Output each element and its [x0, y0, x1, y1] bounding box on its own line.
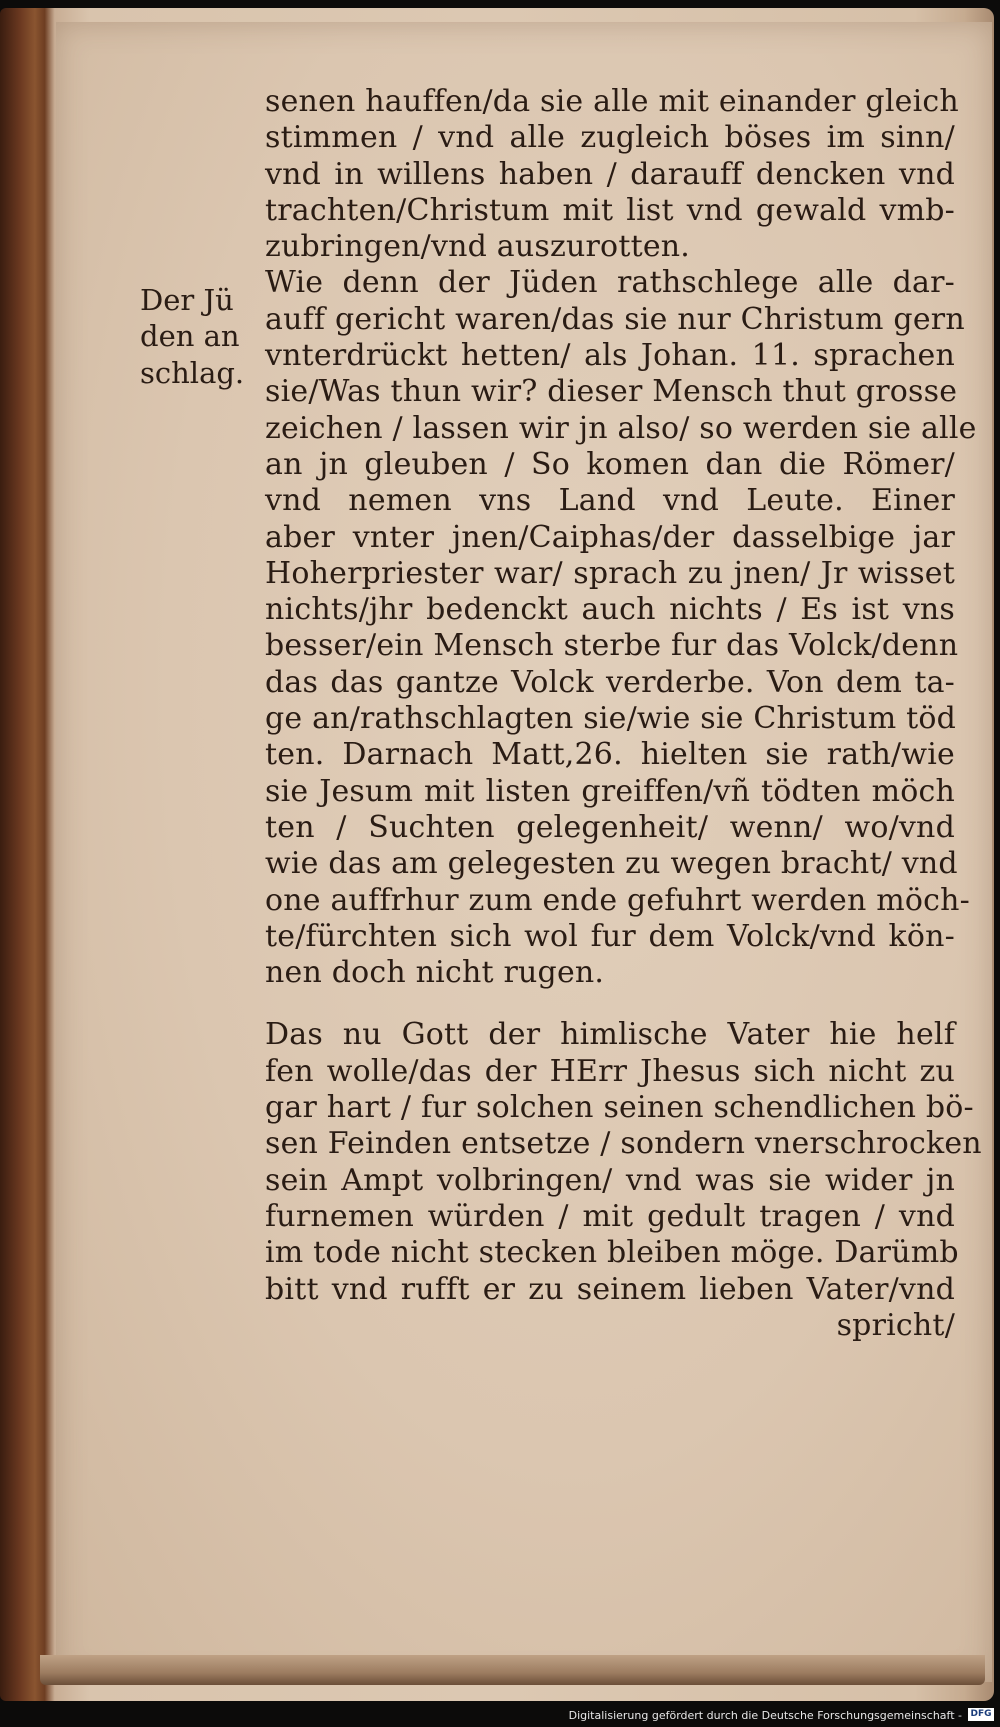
text-line: stimmen / vnd alle zugleich böses im sinn/: [265, 120, 955, 156]
text-line: sein Ampt volbringen/ vnd was sie wider jn: [265, 1162, 955, 1198]
text-line: auff gericht waren/das sie nur Christum gern: [265, 301, 965, 337]
text-line: gar hart / fur solchen seinen schendlichen bö-: [265, 1090, 974, 1126]
text-line: Wie denn der Jüden rathschlege alle dar-: [265, 265, 955, 301]
text-line: ten. Darnach Matt,26. hielten sie rath/wie: [265, 737, 955, 773]
page-edge: [40, 1655, 985, 1685]
margin-note-line: Der Jü: [140, 283, 234, 317]
text-line: Hoherpriester war/ sprach zu jnen/ Jr wisset: [265, 555, 955, 591]
funding-credit: Digitalisierung gefördert durch die Deutsche Forschungsgemeinschaft -: [568, 1709, 962, 1722]
text-line: vnterdrückt hetten/ als Johan. 11. sprachen: [265, 338, 955, 374]
text-line: ten / Suchten gelegenheit/ wenn/ wo/vnd: [265, 809, 955, 845]
text-line: besser/ein Mensch sterbe fur das Volck/denn: [265, 628, 959, 664]
body-text: [265, 84, 982, 1344]
text-line: furnemen würden / mit gedult tragen / vnd: [265, 1198, 955, 1234]
text-line: zubringen/vnd auszurotten.: [265, 229, 691, 265]
text-line: ge an/rathschlagten sie/wie sie Christum töd: [265, 701, 957, 737]
margin-note-line: schlag.: [140, 355, 245, 390]
margin-note: [140, 282, 260, 391]
text-line: an jn gleuben / So komen dan die Römer/: [265, 446, 955, 482]
footer-bar: [0, 1703, 1000, 1727]
text-line: Das nu Gott der himlische Vater hie helf: [265, 1017, 955, 1053]
text-line: nen doch nicht rugen.: [265, 955, 605, 991]
text-line: trachten/Christum mit list vnd gewald vmb-: [265, 192, 955, 228]
paragraph-3: [265, 1017, 982, 1307]
text-line: fen wolle/das der HErr Jhesus sich nicht zu: [265, 1053, 955, 1089]
text-line: nichts/jhr bedenckt auch nichts / Es ist vns: [265, 592, 955, 628]
text-line: sie Jesum mit listen greiffen/vñ tödten möch: [265, 773, 955, 809]
margin-note-line: den an: [140, 319, 240, 354]
text-line: senen hauffen/da sie alle mit einander gleich: [265, 84, 959, 119]
text-line: zeichen / lassen wir jn also/ so werden sie alle: [265, 410, 977, 446]
text-line: sen Feinden entsetze / sondern vnerschrocken: [265, 1126, 982, 1162]
catchword: spricht/: [836, 1307, 955, 1343]
text-line: das das gantze Volck verderbe. Von dem ta-: [265, 664, 955, 700]
text-line: bitt vnd rufft er zu seinem lieben Vater/vnd: [265, 1271, 955, 1307]
paragraph-1: [265, 84, 959, 265]
text-line: wie das am gelegesten zu wegen bracht/ vnd: [265, 846, 958, 882]
text-line: sie/Was thun wir? dieser Mensch thut grosse: [265, 374, 958, 410]
text-line: te/fürchten sich wol fur dem Volck/vnd kön-: [265, 918, 955, 954]
text-line: one auffrhur zum ende gefuhrt werden möch-: [265, 882, 971, 918]
text-line: aber vnter jnen/Caiphas/der dasselbige jar: [265, 519, 955, 555]
paragraph-gap: [265, 991, 955, 1017]
text-line: vnd nemen vns Land vnd Leute. Einer: [265, 483, 955, 519]
text-line: im tode nicht stecken bleiben möge. Darümb: [265, 1235, 959, 1271]
text-line: vnd in willens haben / darauff dencken vnd: [265, 156, 955, 192]
dfg-logo-icon: DFG: [968, 1708, 994, 1721]
paragraph-2: [265, 265, 977, 991]
